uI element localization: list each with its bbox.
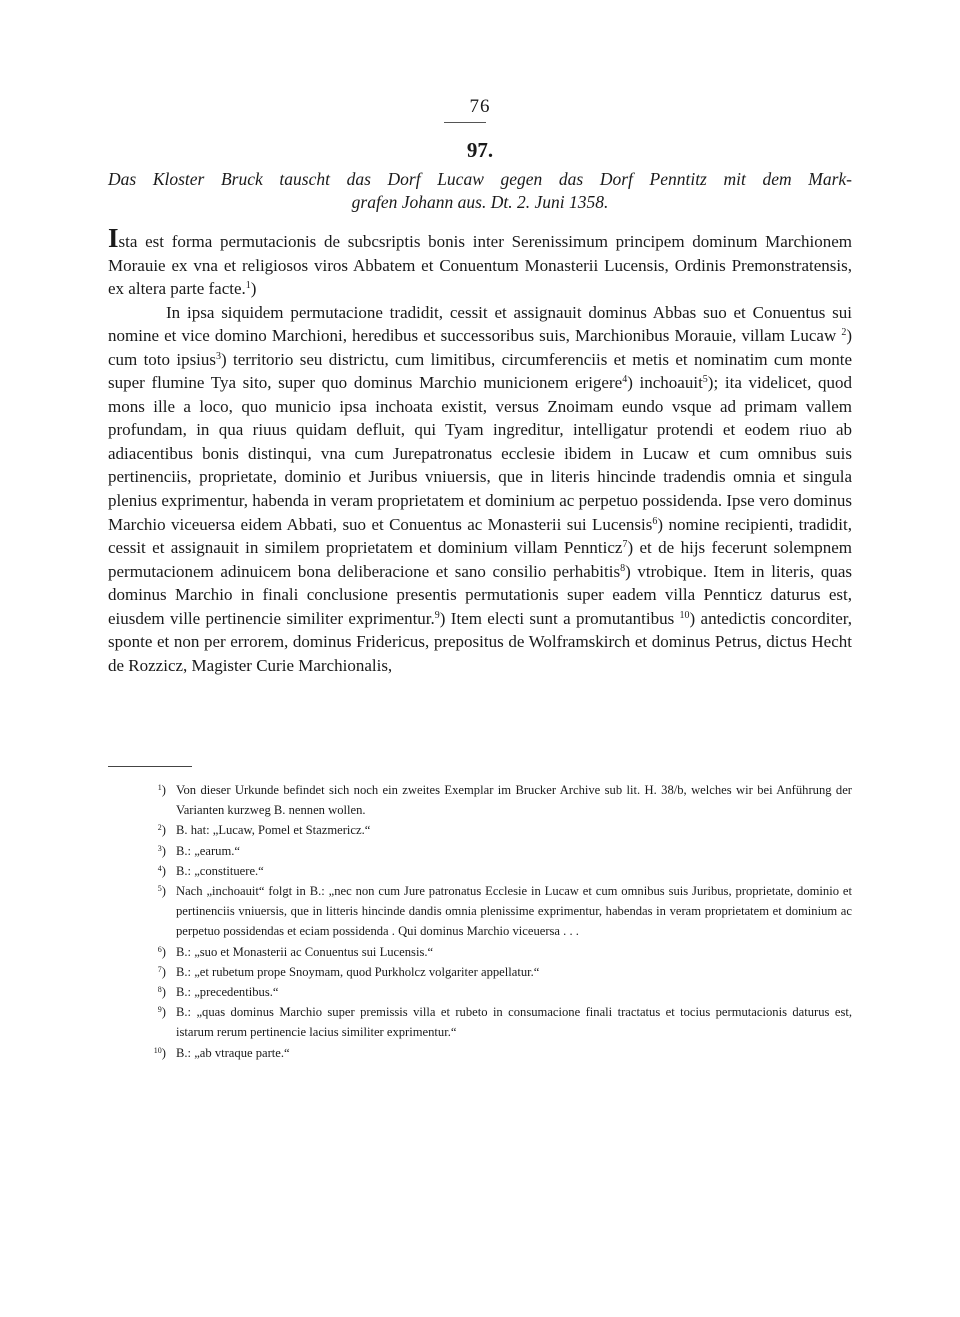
text-segment: antedictis concorditer, sponte et non per errorem, dominus Fridericus, prepositus de Wolframskirch et dominus Petrus, dictus Hecht de Rozzicz, Magister Curie Marchionalis,	[108, 608, 852, 675]
footnote	[136, 820, 852, 840]
footnote-text: Von dieser Urkunde befindet sich noch ein zweites Exemplar im Brucker Archive sub lit. H. 38/b, welches wir bei Anführung der Varianten kurzweg B. nennen wollen.	[176, 783, 852, 818]
footnote-marker: $^4$)	[157, 863, 166, 878]
footnote-marker: $^7$)	[157, 964, 166, 979]
text-segment: vtrobique. Item in literis, quas dominus Marchio in finali conclusione presentis permutationis super eadem villa Pennticz daturus est, eiusdem ville pertinencie similiter exprimentur.	[108, 561, 852, 628]
footnote-text: B.: „ab vtraque parte.“	[176, 1045, 290, 1060]
footnote-marker: $^2$)	[157, 823, 166, 838]
paragraph-2: In ipsa siquidem permutacione tradidit, cessit et assignauit dominus Abbas suo et Conuentus sui nomine et vice domino Marchioni, heredibus et successoribus suis, Marchionibus Morauie, villam Lucaw $^2$) cum toto ipsius$^3$) territorio seu districtu, cum limitibus, circumferenciis et metis et nominatim cum monte super flumine Tya sito, super quo dominus Marchio municionem erigere$^4$) inchoauit$^5$); ita videlicet, quod mons ille a loco, quo municio ipsa inchoata existit, versus Znoimam eundo vsque ad primam vallem profundam, in qua riuus quidam defluit, qui Tyam ingreditur, intelligatur protendi et eodem riuo ab adiacentibus bonis distinqui, vna cum Jurepatronatus ecclesie ibidem in Lucaw et cum omnibus suis pertinenciis, proprietate, dominio et Juribus vniuersis, que in literis hincinde tradendis omnia et singula plenius exprimentur, habenda in veram proprietatem et dominium ac perpetuo possidenda. Ipse vero dominus Marchio viceuersa eidem Abbati, suo et Conuentus ac Monasterii sui Lucensis$^6$) nomine recipienti, tradidit, cessit et assignauit in similem proprietatem et dominium villam Pennticz$^7$) et de hijs fecerunt solempnem permutacionem adinuicem bona deliberacione et sano consilio perhabitis$^8$) vtrobique. Item in literis, quas dominus Marchio in finali conclusione presentis permutationis super eadem villa Pennticz daturus est, eiusdem ville pertinencie similiter exprimentur.$^9$) Item electi sunt a promutantibus $^{10}$) antedictis concorditer, sponte et non per errorem, dominus Fridericus, prepositus de Wolframskirch et dominus Petrus, dictus Hecht de Rozzicz, Magister Curie Marchionalis,	[108, 302, 853, 675]
paragraph-1: Ista est forma permutacionis de subcsriptis bonis inter Serenissimum principem dominum Marchionem Morauie ex vna et religiosos viros Abbatem et Conuentum Monasterii Lucensis, Ordinis Premonstratensis, ex altera parte facte.$^1$)	[108, 223, 852, 299]
heading-line-2: grafen Johann aus. Dt. 2. Juni 1358.	[351, 192, 609, 212]
footnote-ref[interactable]: 8	[620, 562, 626, 574]
document-number: 97.	[466, 138, 494, 162]
footnote-text: B.: „constituere.“	[176, 863, 264, 878]
text-segment: et de hijs fecerunt solempnem permutacionem adinuicem bona deliberacione et sano consilio perhabitis	[108, 538, 852, 581]
footnote-text: B. hat: „Lucaw, Pomel et Stazmericz.“	[176, 823, 371, 838]
page-number: 76	[469, 96, 491, 117]
footnote	[136, 942, 852, 962]
footnote-ref[interactable]: 4	[622, 374, 628, 386]
text-segment: territorio seu districtu, cum limitibus, circumferenciis et metis et nominatim cum monte super flumine Tya sito, super quo dominus Marchio municionem erigere	[108, 349, 852, 393]
heading-line-1: Das Kloster Bruck tauscht das Dorf Lucaw gegen das Dorf Penntitz mit dem Mark-	[108, 169, 852, 189]
footnote	[136, 861, 852, 881]
footnote-ref[interactable]: 10	[679, 609, 690, 621]
footnote	[136, 1043, 852, 1063]
footnote-ref[interactable]: 3	[216, 350, 222, 362]
footnote-ref[interactable]: 7	[622, 539, 628, 551]
footnote-ref[interactable]: 9	[434, 609, 440, 621]
footnote-text: B.: „suo et Monasterii ac Conuentus sui Lucensis.“	[176, 944, 434, 959]
initial-letter: I	[108, 223, 119, 253]
footnote	[136, 962, 852, 982]
footnote-marker: $^8$)	[157, 985, 166, 1000]
page-number-rule	[444, 122, 486, 123]
text-segment: ; ita videlicet, quod mons ille a loco, quo municio ipsa inchoata existit, versus Znoimam eundo vsque ad primam vallem profundam, in qua riuus quidam defluit, qui Tyam ingreditur, intelligatur protendi et eodem riuo ab adiacentibus bonis distinqui, vna cum Jurepatronatus ecclesie ibidem in Lucaw et cum omnibus suis pertinenciis, proprietate, dominio et Juribus vniuersis, que in literis hincinde tradendis omnia et singula plenius exprimentur, habenda in veram proprietatem et dominium ac perpetuo possidenda. Ipse vero dominus Marchio viceuersa eidem Abbati, suo et Conuentus ac Monasterii sui Lucensis	[108, 373, 852, 534]
text-segment: In ipsa siquidem permutacione tradidit, cessit et assignauit dominus Abbas suo et Conuentus sui nomine et vice domino Marchioni, heredibus et successoribus suis, Marchionibus Morauie, villam Lucaw	[108, 302, 852, 346]
footnote-ref[interactable]: 6	[652, 515, 658, 527]
footnote-marker: $^6$)	[157, 944, 166, 959]
text-segment: Item electi sunt a promutantibus	[450, 608, 675, 628]
text-segment: inchoauit	[639, 373, 703, 393]
footnote	[136, 881, 852, 942]
footnotes	[136, 780, 852, 1063]
footnote	[136, 982, 852, 1002]
footnote-ref[interactable]: 1	[245, 280, 251, 292]
footnote	[136, 841, 852, 861]
footnote-ref[interactable]: 5	[702, 374, 708, 386]
footnote-marker: $^{10}$)	[153, 1045, 166, 1060]
footnote-text: B.: „precedentibus.“	[176, 985, 279, 1000]
document-heading	[108, 168, 852, 214]
footnote-text: B.: „earum.“	[176, 843, 240, 858]
text-segment: nomine recipienti, tradidit, cessit et assignauit in similem proprietatem et dominium villam Pennticz	[108, 514, 853, 558]
footnote-marker: $^9$)	[157, 1005, 166, 1020]
footnote	[136, 1002, 852, 1042]
footnote-text: Nach „inchoauit“ folgt in B.: „nec non cum Jure patronatus Ecclesie in Lucaw et cum omnibus suis Juribus, proprietate, dominio et pertinenciis vniuersis, que in litteris hincinde dandis omnia plenissime exprimentur, habendas in veram proprietatem et dominium ac perpetuo possidendas et eciam possidenda . Qui dominus Marchio viceuersa . . .	[176, 884, 852, 939]
footnote-ref[interactable]: 2	[841, 327, 847, 339]
footnote-marker: $^3$)	[157, 843, 166, 858]
footnote-divider	[108, 766, 192, 767]
charter-text	[108, 223, 853, 677]
footnote-marker: $^1$)	[157, 783, 166, 797]
footnote-marker: $^5$)	[157, 884, 166, 899]
footnote-text: B.: „et rubetum prope Snoymam, quod Purkholcz volgariter appellatur.“	[176, 964, 540, 979]
footnote	[136, 780, 852, 820]
paragraph-1-text: sta est forma permutacionis de subcsriptis bonis inter Serenissimum principem dominum Marchionem Morauie ex vna et religiosos viros Abbatem et Conuentum Monasterii Lucensis, Ordinis Premonstratensis, ex altera parte facte.	[108, 232, 852, 299]
footnote-text: B.: „quas dominus Marchio super premissis villa et rubeto in consumacione finali tractatus et tocius permutacionis daturus est, istarum rerum pertinencie lacius similiter exprimentur.“	[176, 1005, 852, 1040]
text-segment: cum toto ipsius	[108, 349, 217, 369]
